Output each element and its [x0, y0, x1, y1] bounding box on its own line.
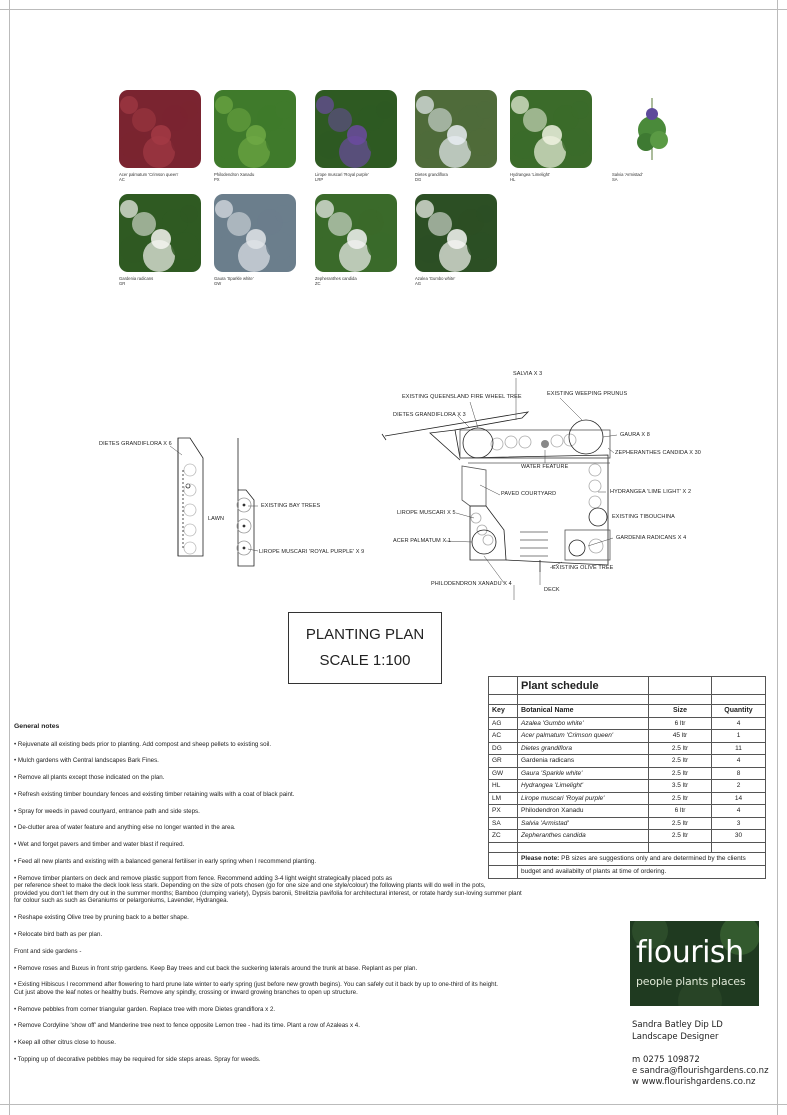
bullet-icon: • [14, 774, 18, 782]
label-philodendron: PHILODENDRON XANADU X 4 [431, 581, 512, 587]
plant-photo-name: Salvia 'Armistad' [612, 172, 643, 177]
plant-photo-code: HL [510, 177, 516, 182]
right-bed-plants [589, 464, 601, 508]
plant-photo-code: GW [214, 281, 222, 286]
schedule-key: LM [489, 792, 518, 805]
note-item [14, 981, 574, 996]
schedule-size: 2.5 ltr [649, 830, 712, 843]
label-lawn: LAWN [208, 516, 225, 522]
general-notes [14, 723, 574, 1073]
plant-photo-code: LRP [315, 177, 324, 182]
plant-photo-name: Gaura 'Sparkle white' [214, 276, 254, 281]
note-text: Relocate bird bath as per plan. [17, 930, 103, 938]
label-dietes-right: DIETES GRANDIFLORA X 3 [393, 412, 466, 418]
bullet-icon: • [14, 1005, 18, 1013]
plant-photo-name: Philodendron Xanadu [214, 172, 255, 177]
schedule-key: PX [489, 805, 518, 818]
bullet-icon: • [14, 807, 18, 815]
note-item [14, 1022, 574, 1030]
plant-photo-code: GR [119, 281, 126, 286]
schedule-qty: 8 [712, 767, 766, 780]
plant-photo-name: Azalea 'Gumbo white' [415, 276, 456, 281]
plant-photo-name: Hydrangea 'Limelight' [510, 172, 551, 177]
schedule-qty: 11 [712, 742, 766, 755]
schedule-name: Zepheranthes candida [518, 830, 649, 843]
schedule-key: DG [489, 742, 518, 755]
plan-scale: SCALE 1:100 [319, 652, 411, 669]
plant-photo-code: DG [415, 177, 422, 182]
note-text: Rejuvenate all existing beds prior to planting. Add compost and sheep pellets to existing soil. [17, 740, 272, 748]
bullet-icon: • [14, 981, 18, 989]
schedule-qty: 30 [712, 830, 766, 843]
note-item [14, 965, 574, 973]
schedule-size: 6 ltr [649, 717, 712, 730]
bullet-icon: • [14, 824, 18, 832]
note-text: Remove timber planters on deck and remove plastic support from fence. Recommend adding 3-4 light weight strategically placed pots as per reference sheet to make the deck look less stark. Depending on the size of pots chosen (go for one size and one style/colour) the following plants will do well in the pots, provided you don't let them dry out in the summer months; Bamboo (clumping variety), Dypsis baronii, Strelitzia pavifolia for architectural interest, or rotate hardy sun-loving summer plant for colour such as such as Geraniums or pelargoniums, Lavender, Hydrangea. [14, 874, 522, 905]
note-text: De-clutter area of water feature and anything else no longer wanted in the area. [17, 824, 236, 832]
schedule-size: 2.5 ltr [649, 742, 712, 755]
bullet-icon: • [14, 841, 18, 849]
schedule-size: 2.5 ltr [649, 792, 712, 805]
schedule-qty: 2 [712, 780, 766, 793]
bullet-icon: • [14, 1039, 18, 1047]
schedule-qty: 4 [712, 805, 766, 818]
designer-name: Sandra Batley Dip LD [632, 1020, 723, 1030]
plant-photo-name: Lirope muscari 'Royal purple' [315, 172, 369, 177]
note-text: Keep all other citrus close to house. [17, 1039, 116, 1047]
schedule-name: Gardenia radicans [518, 755, 649, 768]
label-salvia: SALVIA X 3 [513, 371, 543, 377]
brand-word: flourish [636, 935, 744, 970]
plant-photo-code: SA [612, 177, 618, 182]
schedule-qty: 4 [712, 717, 766, 730]
label-deck: DECK [544, 587, 560, 593]
schedule-key: GR [489, 755, 518, 768]
contact-web: w www.flourishgardens.co.nz [632, 1077, 756, 1087]
schedule-key: GW [489, 767, 518, 780]
label-water-feature: WATER FEATURE [521, 464, 569, 470]
schedule-key: AC [489, 730, 518, 743]
note-item [14, 808, 574, 816]
schedule-qty: 1 [712, 730, 766, 743]
brand-tagline: people plants places [636, 975, 746, 988]
schedule-note-label: Please note: [521, 855, 560, 862]
note-item [14, 841, 574, 849]
plant-photo-code: AC [119, 177, 125, 182]
schedule-qty: 3 [712, 817, 766, 830]
note-item [14, 824, 574, 832]
note-text: Spray for weeds in paved courtyard, entrance path and side steps. [17, 807, 200, 815]
deck-steps [520, 532, 548, 556]
note-item [14, 1006, 574, 1014]
schedule-size: 2.5 ltr [649, 767, 712, 780]
bullet-icon: • [14, 1056, 18, 1064]
schedule-size: 3.5 ltr [649, 780, 712, 793]
top-bed-plants [491, 434, 576, 450]
bay-tree-strip [238, 438, 254, 566]
tibouchina-circle [589, 508, 607, 526]
contact-email: e sandra@flourishgardens.co.nz [632, 1066, 769, 1076]
lirope-bed-plants [471, 513, 493, 545]
schedule-name: Salvia 'Armistad' [518, 817, 649, 830]
bullet-icon: • [14, 874, 18, 882]
schedule-name: Acer palmatum 'Crimson queen' [518, 730, 649, 743]
plan-title: PLANTING PLAN [305, 626, 425, 643]
col-key: Key [489, 705, 518, 718]
schedule-name: Lirope muscari 'Royal purple' [518, 792, 649, 805]
label-gaura: GAURA X 8 [620, 432, 650, 438]
schedule-name: Hydrangea 'Limelight' [518, 780, 649, 793]
notes-subheading: Front and side gardens - [14, 947, 82, 955]
schedule-note-line1: PB sizes are suggestions only and are determined by the clients [561, 855, 746, 862]
schedule-qty: 4 [712, 755, 766, 768]
lirope-bed [470, 506, 506, 560]
schedule-note-line2: budget and availabilty of plants at time of ordering. [518, 865, 766, 878]
label-fire-wheel: EXISTING QUEENSLAND FIRE WHEEL TREE [402, 394, 522, 400]
schedule-key: SA [489, 817, 518, 830]
note-item [14, 791, 574, 799]
bullet-icon: • [14, 964, 18, 972]
bullet-icon: • [14, 790, 18, 798]
plant-photo-name: Dietes grandiflora [415, 172, 448, 177]
col-name: Botanical Name [518, 705, 649, 718]
col-size: Size [649, 705, 712, 718]
plant-photo-name: Gardenia radicans [119, 276, 154, 281]
col-qty: Quantity [712, 705, 766, 718]
bullet-icon: • [14, 858, 18, 866]
schedule-name: Dietes grandiflora [518, 742, 649, 755]
label-olive: EXISTING OLIVE TREE [552, 565, 614, 571]
note-text: Reshape existing Olive tree by pruning back to a better shape. [17, 914, 189, 922]
notes-heading: General notes [14, 723, 60, 730]
note-text: Remove all plants except those indicated on the plan. [17, 774, 165, 782]
plant-photo-code: PX [214, 177, 220, 182]
bullet-icon: • [14, 757, 18, 765]
note-text: Remove Cordyline 'show off' and Manderine tree next to fence opposite Lemon tree - had its time. Plant a row of Azaleas x 4. [17, 1022, 360, 1030]
contact-phone: m 0275 109872 [632, 1055, 700, 1065]
note-text: Feed all new plants and existing with a balanced general fertiliser in early spring when I recommend planting. [17, 858, 317, 866]
label-weeping-prunus: EXISTING WEEPING PRUNUS [547, 391, 628, 397]
label-lirope-left: LIROPE MUSCARI 'ROYAL PURPLE' X 9 [259, 549, 365, 555]
schedule-size: 6 ltr [649, 805, 712, 818]
schedule-size: 2.5 ltr [649, 755, 712, 768]
note-item [14, 757, 574, 765]
note-item [14, 1039, 574, 1047]
note-item [14, 875, 574, 905]
note-item [14, 914, 574, 922]
note-text: Wet and forget pavers and timber and water blast if required. [17, 841, 185, 849]
note-item [14, 774, 574, 782]
left-garden-bed [178, 438, 203, 556]
note-text: Refresh existing timber boundary fences and existing timber retaining walls with a coat of black paint. [17, 790, 295, 798]
plant-photo-code: ZC [315, 281, 321, 286]
plant-photo-name: Acer palmatum 'Crimson queen' [119, 172, 179, 177]
note-text: Mulch gardens with Central landscapes Bark Fines. [17, 757, 159, 765]
plan-title-box [288, 612, 442, 684]
schedule-title: Plant schedule [518, 677, 649, 695]
designer-role: Landscape Designer [632, 1032, 719, 1042]
schedule-key: ZC [489, 830, 518, 843]
schedule-key: HL [489, 780, 518, 793]
plant-photo-code: AG [415, 281, 422, 286]
gardenia-circle [569, 540, 585, 556]
label-zepheranthes: ZEPHERANTHES CANDIDA X 30 [615, 450, 701, 456]
bullet-icon: • [14, 914, 18, 922]
note-item [14, 931, 574, 939]
label-dietes-left: DIETES GRANDIFLORA X 6 [99, 441, 172, 447]
flourish-logo [630, 921, 759, 1006]
water-feature-marker [541, 440, 549, 448]
bullet-icon: • [14, 930, 18, 938]
label-hydrangea: HYDRANGEA 'LIME LIGHT' X 2 [610, 489, 692, 495]
note-text: Remove pebbles from corner triangular garden. Replace tree with more Dietes grandiflora x 2. [17, 1005, 276, 1013]
schedule-size: 45 ltr [649, 730, 712, 743]
bullet-icon: • [14, 1022, 18, 1030]
note-text: Remove roses and Buxus in front strip gardens. Keep Bay trees and cut back the suckering laterals around the trunk at base. Replant as per plan. [17, 964, 418, 972]
schedule-qty: 14 [712, 792, 766, 805]
left-bed-plants [184, 464, 196, 554]
schedule-name: Azalea 'Gumbo white' [518, 717, 649, 730]
schedule-name: Gaura 'Sparkle white' [518, 767, 649, 780]
bullet-icon: • [14, 740, 18, 748]
note-text: Topping up of decorative pebbles may be required for side steps areas. Spray for weeds. [17, 1056, 261, 1064]
label-gardenia: GARDENIA RADICANS X 4 [616, 535, 687, 541]
note-item [14, 858, 574, 866]
schedule-size: 2.5 ltr [649, 817, 712, 830]
note-item [14, 1056, 574, 1064]
schedule-name: Philodendron Xanadu [518, 805, 649, 818]
weeping-prunus [569, 420, 603, 454]
schedule-key: AG [489, 717, 518, 730]
label-tibouchina: EXISTING TIBOUCHINA [612, 514, 675, 520]
plant-photo-name: Zepheranthes candida [315, 276, 357, 281]
note-text: Existing Hibiscus I recommend after flowering to hard prune late winter to early spring (just before new growth begins). You can safely cut it back by up to one-third of its height. Cut just above the leaf notes or healthy buds. Remove any spindly, crossing or inward growing branches to open up structure. [14, 981, 499, 996]
label-acer: ACER PALMATUM X 1 [393, 538, 452, 544]
fire-wheel-tree [463, 428, 493, 458]
label-bay-trees: EXISTING BAY TREES [261, 503, 321, 509]
frame-bottom-line [0, 1104, 787, 1105]
label-paved: PAVED COURTYARD [501, 491, 557, 497]
label-lirope-right: LIROPE MUSCARI X 5 [397, 510, 456, 516]
note-item [14, 741, 574, 749]
